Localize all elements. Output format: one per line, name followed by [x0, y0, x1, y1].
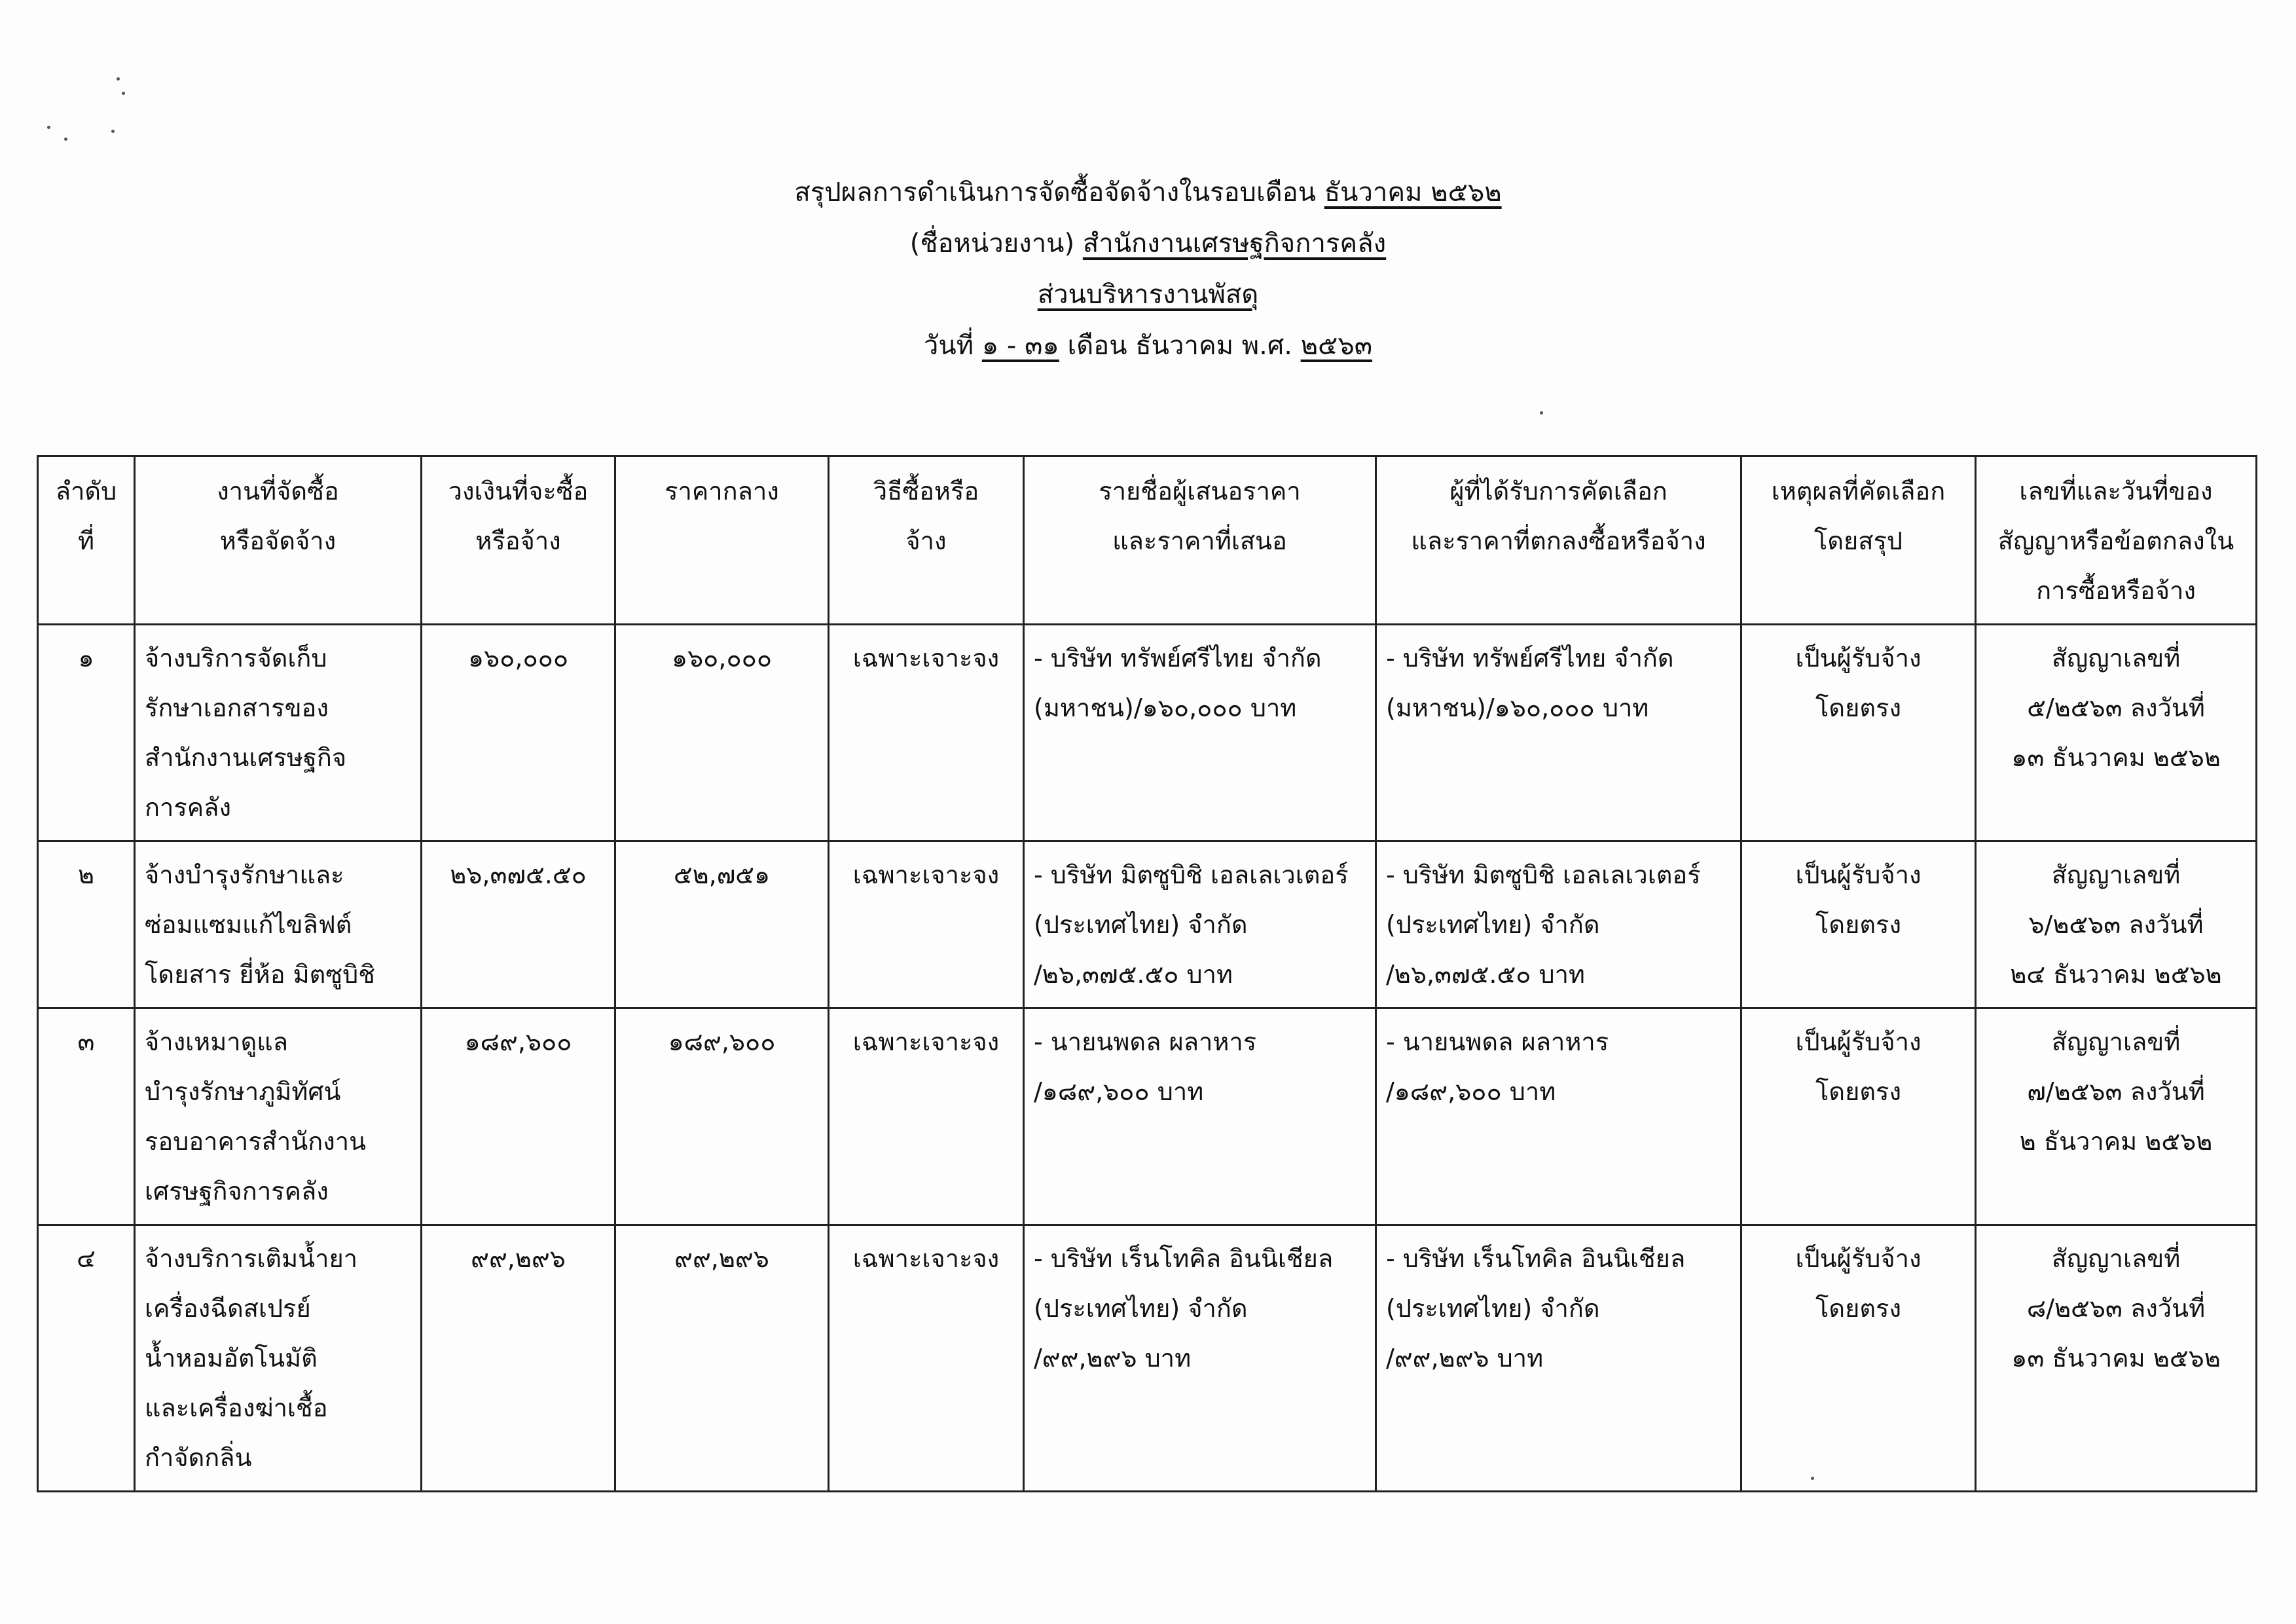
row-bidders: - นายนพดล ผลาหาร /๑๘๙,๖๐๐ บาท — [1024, 1008, 1376, 1225]
row-reason: เป็นผู้รับจ้าง โดยตรง — [1741, 841, 1976, 1008]
column-header-budget: วงเงินที่จะซื้อ หรือจ้าง — [422, 456, 615, 625]
row-median-price: ๙๙,๒๙๖ — [615, 1225, 829, 1492]
column-header-contract: เลขที่และวันที่ของ สัญญาหรือข้อตกลงใน การซื้อหรือจ้าง — [1976, 456, 2257, 625]
scan-speck — [117, 77, 120, 81]
row-no: ๒ — [38, 841, 135, 1008]
table-row — [38, 1225, 2257, 1492]
column-header-bidders: รายชื่อผู้เสนอราคา และราคาที่เสนอ — [1024, 456, 1376, 625]
row-bidders: - บริษัท เร็นโทคิล อินนิเชียล (ประเทศไทย) จำกัด /๙๙,๒๙๖ บาท — [1024, 1225, 1376, 1492]
row-no: ๑ — [38, 625, 135, 841]
row-method: เฉพาะเจาะจง — [829, 625, 1024, 841]
row-no: ๔ — [38, 1225, 135, 1492]
scan-speck — [1540, 411, 1543, 415]
date-year: ๒๕๖๓ — [1300, 331, 1373, 361]
row-reason: เป็นผู้รับจ้าง โดยตรง — [1741, 625, 1976, 841]
date-days: ๑ - ๓๑ — [981, 331, 1059, 361]
date-label: วันที่ — [923, 331, 974, 361]
title-month: ธันวาคม ๒๕๖๒ — [1324, 177, 1502, 208]
row-contract: สัญญาเลขที่ ๘/๒๕๖๓ ลงวันที่ ๑๓ ธันวาคม ๒๕๖๒ — [1976, 1225, 2257, 1492]
table-header-row — [38, 456, 2257, 625]
header-agency — [0, 218, 2296, 269]
row-median-price: ๑๘๙,๖๐๐ — [615, 1008, 829, 1225]
row-item: จ้างบริการจัดเก็บ รักษาเอกสารของ สำนักงานเศรษฐกิจ การคลัง — [135, 625, 422, 841]
column-header-no: ลำดับ ที่ — [38, 456, 135, 625]
row-item: จ้างบริการเติมน้ำยา เครื่องฉีดสเปรย์ น้ำหอมอัตโนมัติ และเครื่องฆ่าเชื้อ กำจัดกลิ่น — [135, 1225, 422, 1492]
row-method: เฉพาะเจาะจง — [829, 1225, 1024, 1492]
header-title — [0, 167, 2296, 218]
table-row — [38, 841, 2257, 1008]
row-selected: - บริษัท มิตซูบิชิ เอลเลเวเตอร์ (ประเทศไทย) จำกัด /๒๖,๓๗๕.๕๐ บาท — [1376, 841, 1741, 1008]
scan-speck — [64, 138, 67, 141]
row-contract: สัญญาเลขที่ ๖/๒๕๖๓ ลงวันที่ ๒๔ ธันวาคม ๒๕๖๒ — [1976, 841, 2257, 1008]
column-header-method: วิธีซื้อหรือ จ้าง — [829, 456, 1024, 625]
title-text: สรุปผลการดำเนินการจัดซื้อจัดจ้างในรอบเดือน — [794, 177, 1316, 208]
row-median-price: ๑๖๐,๐๐๐ — [615, 625, 829, 841]
date-month: เดือน ธันวาคม พ.ศ. — [1067, 331, 1292, 361]
row-selected: - นายนพดล ผลาหาร /๑๘๙,๖๐๐ บาท — [1376, 1008, 1741, 1225]
row-selected: - บริษัท ทรัพย์ศรีไทย จำกัด (มหาชน)/๑๖๐,๐๐๐ บาท — [1376, 625, 1741, 841]
division-name: ส่วนบริหารงานพัสดุ — [1037, 280, 1259, 310]
row-bidders: - บริษัท มิตซูบิชิ เอลเลเวเตอร์ (ประเทศไทย) จำกัด /๒๖,๓๗๕.๕๐ บาท — [1024, 841, 1376, 1008]
column-header-median-price: ราคากลาง — [615, 456, 829, 625]
row-median-price: ๕๒,๗๕๑ — [615, 841, 829, 1008]
row-selected: - บริษัท เร็นโทคิล อินนิเชียล (ประเทศไทย) จำกัด /๙๙,๒๙๖ บาท — [1376, 1225, 1741, 1492]
row-budget: ๙๙,๒๙๖ — [422, 1225, 615, 1492]
header-division — [0, 269, 2296, 320]
column-header-item: งานที่จัดซื้อ หรือจัดจ้าง — [135, 456, 422, 625]
row-item: จ้างเหมาดูแล บำรุงรักษาภูมิทัศน์ รอบอาคารสำนักงาน เศรษฐกิจการคลัง — [135, 1008, 422, 1225]
procurement-table — [37, 455, 2257, 1492]
table-row — [38, 625, 2257, 841]
row-method: เฉพาะเจาะจง — [829, 1008, 1024, 1225]
table-row — [38, 1008, 2257, 1225]
row-contract: สัญญาเลขที่ ๗/๒๕๖๓ ลงวันที่ ๒ ธันวาคม ๒๕๖๒ — [1976, 1008, 2257, 1225]
document-header — [0, 167, 2296, 371]
row-budget: ๒๖,๓๗๕.๕๐ — [422, 841, 615, 1008]
agency-name: สำนักงานเศรษฐกิจการคลัง — [1082, 229, 1387, 259]
row-reason: เป็นผู้รับจ้าง โดยตรง — [1741, 1225, 1976, 1492]
scan-speck — [122, 92, 125, 95]
row-bidders: - บริษัท ทรัพย์ศรีไทย จำกัด (มหาชน)/๑๖๐,๐๐๐ บาท — [1024, 625, 1376, 841]
row-item: จ้างบำรุงรักษาและ ซ่อมแซมแก้ไขลิฟต์ โดยสาร ยี่ห้อ มิตซูบิชิ — [135, 841, 422, 1008]
row-budget: ๑๘๙,๖๐๐ — [422, 1008, 615, 1225]
scan-speck — [47, 126, 50, 129]
column-header-selected: ผู้ที่ได้รับการคัดเลือก และราคาที่ตกลงซื้อหรือจ้าง — [1376, 456, 1741, 625]
column-header-reason: เหตุผลที่คัดเลือก โดยสรุป — [1741, 456, 1976, 625]
row-budget: ๑๖๐,๐๐๐ — [422, 625, 615, 841]
row-method: เฉพาะเจาะจง — [829, 841, 1024, 1008]
row-reason: เป็นผู้รับจ้าง โดยตรง — [1741, 1008, 1976, 1225]
agency-label: (ชื่อหน่วยงาน) — [909, 229, 1075, 259]
scan-speck — [111, 130, 115, 133]
header-date — [0, 320, 2296, 371]
row-no: ๓ — [38, 1008, 135, 1225]
row-contract: สัญญาเลขที่ ๕/๒๕๖๓ ลงวันที่ ๑๓ ธันวาคม ๒๕๖๒ — [1976, 625, 2257, 841]
